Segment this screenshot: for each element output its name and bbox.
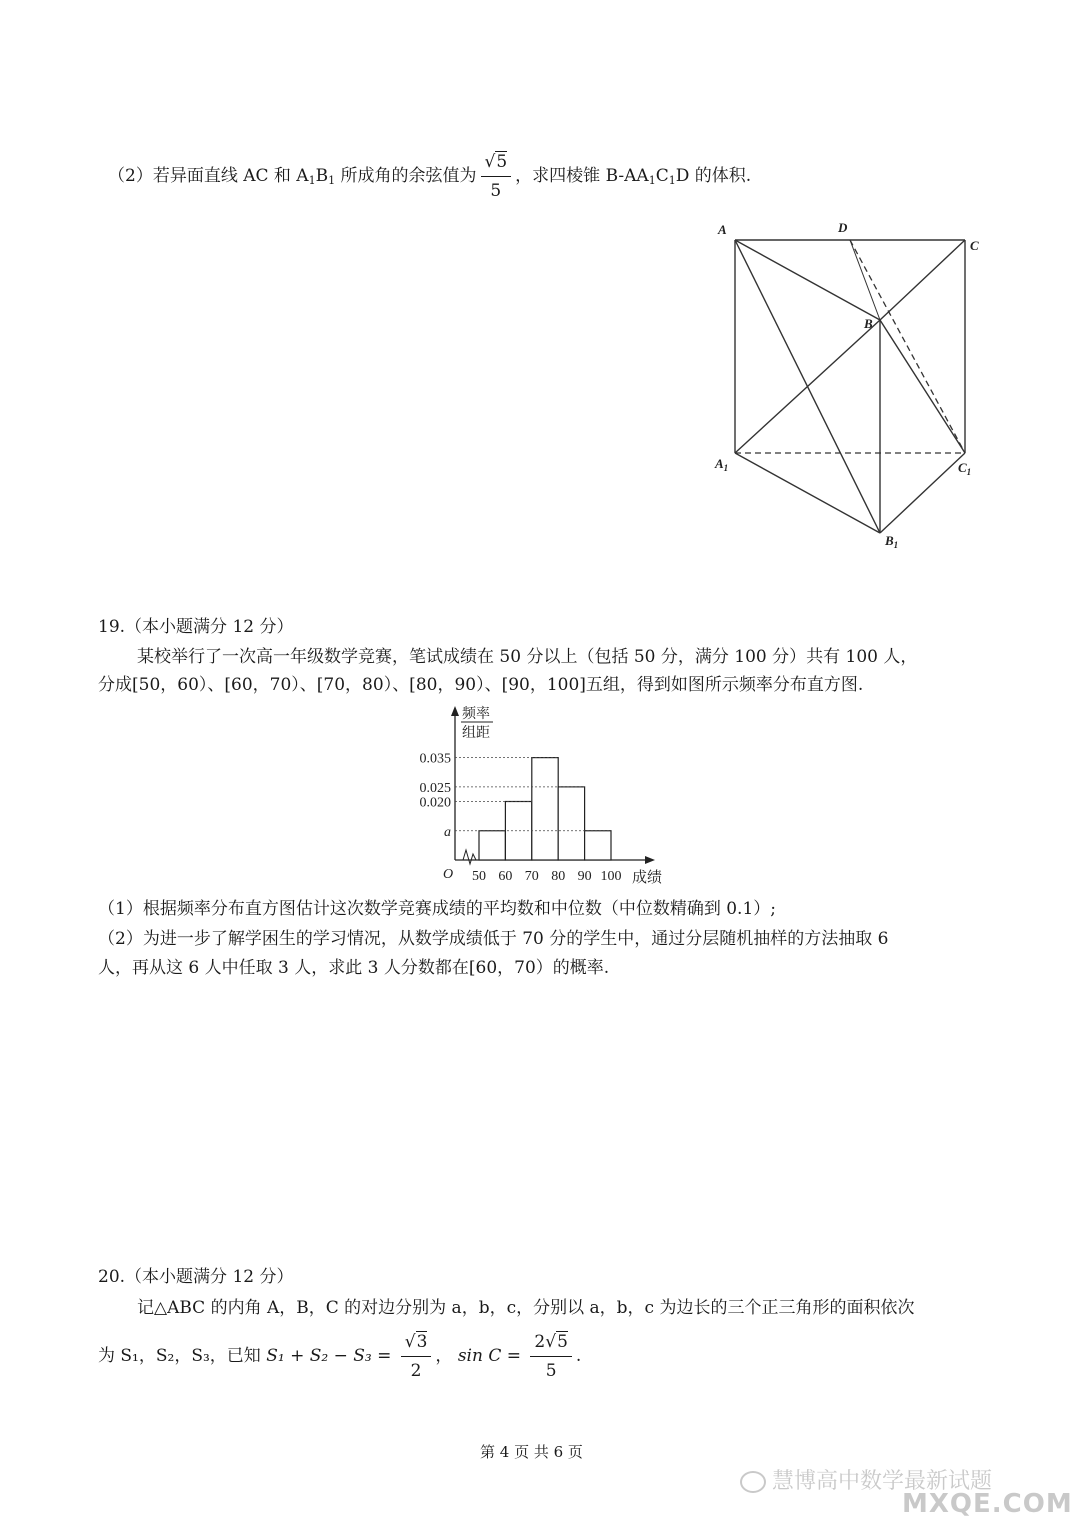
q18-sub: 1 <box>668 174 676 187</box>
fraction-numerator: 3 <box>416 1332 428 1352</box>
cos-fraction: $\frac{√5}{5}$ <box>481 150 512 203</box>
q18-text-b: B <box>315 166 329 186</box>
q20-line2-prefix: 为 S₁，S₂，S₃，已知 <box>98 1346 261 1366</box>
edge-c1-b1 <box>880 453 965 533</box>
x-tick-label: 70 <box>524 869 539 884</box>
label-b1: $B_1$ <box>885 533 899 550</box>
q18-sub: 1 <box>308 174 316 187</box>
prism-figure <box>700 210 1000 560</box>
x-tick-label: 80 <box>551 869 566 884</box>
x-tick-label: 50 <box>472 869 486 884</box>
sum-equation: S₁ + S₂ − S₃ = <box>266 1346 392 1366</box>
x-axis-label: 成绩 <box>632 870 663 886</box>
q18-text-e: D 的体积. <box>675 166 752 186</box>
sin-c-label: sin C = <box>457 1346 521 1366</box>
q18-text-mid: 所成角的余弦值为 <box>335 166 477 186</box>
fraction-denominator: 2 <box>410 1361 422 1381</box>
x-tick-label: 60 <box>498 869 513 884</box>
sin-fraction: $\frac{2√5}{5}$ <box>530 1330 572 1383</box>
fraction-numerator: 5 <box>496 152 508 172</box>
edge-c-b <box>880 240 965 320</box>
y-tick-label: a <box>444 824 451 840</box>
q20-heading: 20.（本小题满分 12 分） <box>98 1267 294 1287</box>
label-a1: $A_1$ <box>715 456 729 473</box>
wechat-icon <box>740 1471 766 1493</box>
label-b: B <box>864 316 873 331</box>
frequency-histogram <box>400 700 680 890</box>
label-d: D <box>838 220 848 235</box>
y-axis-label-bottom: 组距 <box>462 726 490 741</box>
y-axis-label-top: 频率 <box>462 707 490 722</box>
y-tick-label: 0.025 <box>419 780 451 796</box>
q18-sub: 1 <box>328 174 336 187</box>
diag-b-c1 <box>880 320 965 453</box>
edge-a1-b1 <box>735 453 880 533</box>
x-tick-label: 100 <box>600 869 622 884</box>
histogram-bar <box>532 758 558 860</box>
q18-text-a: （2）若异面直线 AC 和 A <box>108 166 309 186</box>
diag-a1-b <box>735 320 880 453</box>
fraction-numerator: 5 <box>557 1332 568 1352</box>
dashed-d-c1 <box>850 240 965 453</box>
x-tick-label: 90 <box>577 869 592 884</box>
axis-break <box>463 850 476 864</box>
edge-a-b <box>735 240 880 320</box>
q18-text-d: C <box>655 166 669 186</box>
q19-heading: 19.（本小题满分 12 分） <box>98 617 294 637</box>
histogram-bar <box>479 831 505 860</box>
histogram-bar <box>585 831 611 860</box>
watermark-logo: MXQE.COM <box>902 1489 1073 1519</box>
fraction-denominator: 5 <box>490 181 502 201</box>
fraction-denominator: 5 <box>545 1361 557 1381</box>
q18-sub: 1 <box>648 174 656 187</box>
q19-line2: 分成[50，60）、[60，70）、[70，80）、[80，90）、[90，100]五组，得到如图所示频率分布直方图. <box>98 675 864 695</box>
y-tick-label: 0.020 <box>419 795 451 811</box>
label-a: A <box>718 222 727 237</box>
coef: 2 <box>534 1332 546 1352</box>
y-axis-arrow <box>451 706 459 716</box>
histogram-bar <box>558 787 584 860</box>
q18-part2-text <box>108 150 751 203</box>
page-footer: 第 4 页 共 6 页 <box>480 1443 583 1461</box>
q20-line1: 记△ABC 的内角 A，B，C 的对边分别为 a，b，c，分别以 a，b，c 为边长的三个正三角形的面积依次 <box>137 1298 915 1318</box>
seg-d-b <box>850 240 880 320</box>
q19-part2-line2: 人，再从这 6 人中任取 3 人，求此 3 人分数都在[60，70）的概率. <box>98 958 610 978</box>
y-tick-label: 0.035 <box>419 751 451 767</box>
origin-label: O <box>443 867 454 882</box>
q19-line1: 某校举行了一次高一年级数学竞赛，笔试成绩在 50 分以上（包括 50 分，满分 100 分）共有 100 人， <box>137 647 918 667</box>
q18-text-c: ，求四棱锥 B-AA <box>515 166 649 186</box>
watermark-label: 慧博高中数学最新试题 <box>772 1469 993 1494</box>
sum-fraction: $\frac{√3}{2}$ <box>401 1330 432 1383</box>
q19-part2-line1: （2）为进一步了解学困生的学习情况，从数学成绩低于 70 分的学生中，通过分层随机抽样的方法抽取 6 <box>98 929 889 949</box>
label-c: C <box>970 238 979 253</box>
x-axis-arrow <box>645 856 655 864</box>
label-c1: $C_1$ <box>958 460 972 477</box>
q20-line2: 为 S₁，S₂，S₃，已知 S₁ + S₂ − S₃ = $\frac{√3}{2}$ ， sin C = $\frac{2√5}{5}$ . <box>98 1332 582 1381</box>
q19-part1: （1）根据频率分布直方图估计这次数学竞赛成绩的平均数和中位数（中位数精确到 0.1）; <box>98 899 776 919</box>
